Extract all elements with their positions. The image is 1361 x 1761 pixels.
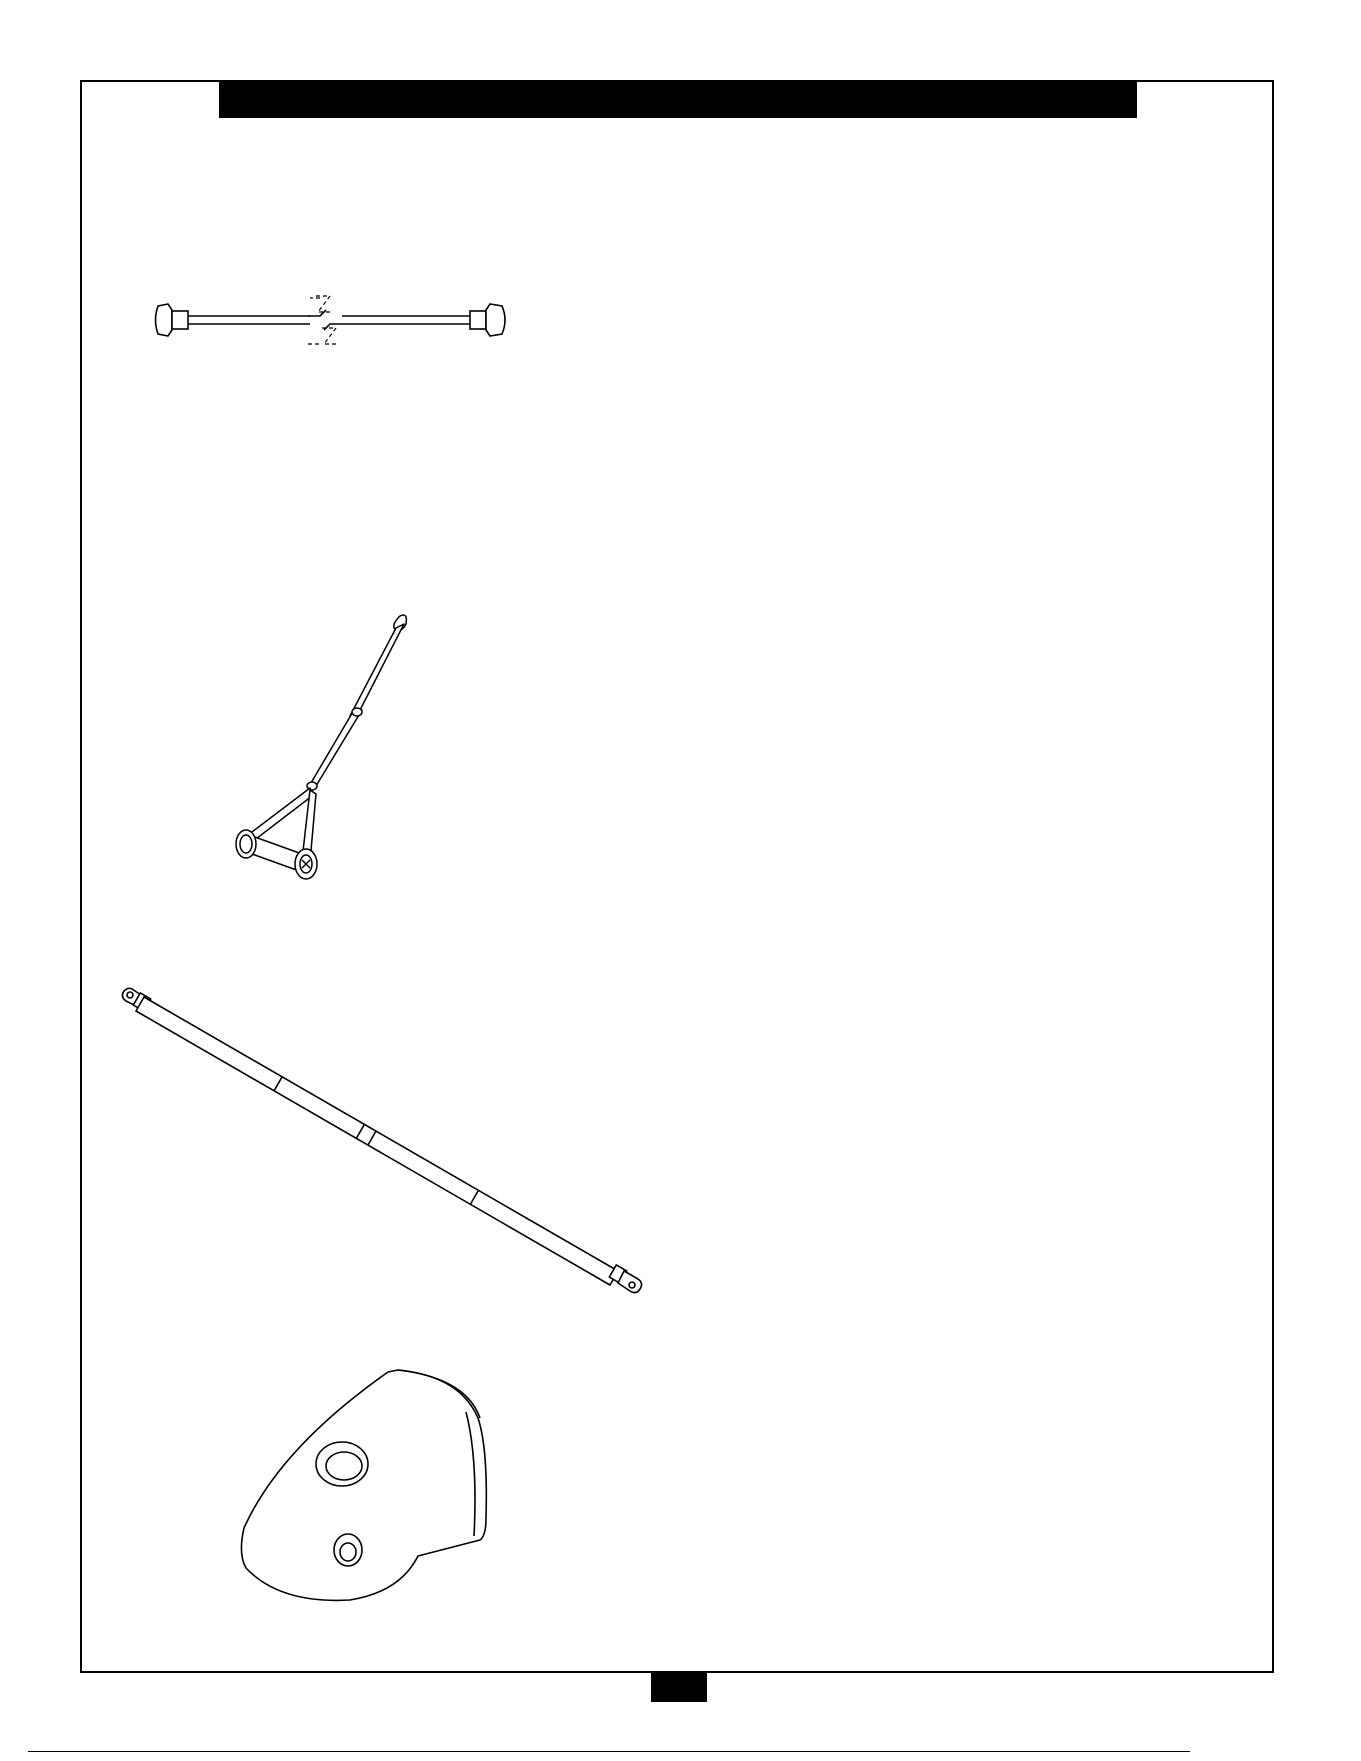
title-bar — [219, 80, 1137, 118]
cover-plate-icon — [240, 1368, 500, 1608]
page-number-tab — [651, 1672, 707, 1702]
strap-handle-icon — [230, 610, 420, 880]
footer-rule — [28, 1751, 1190, 1752]
straight-bar-icon — [150, 288, 522, 352]
long-bar-icon — [118, 985, 653, 1297]
